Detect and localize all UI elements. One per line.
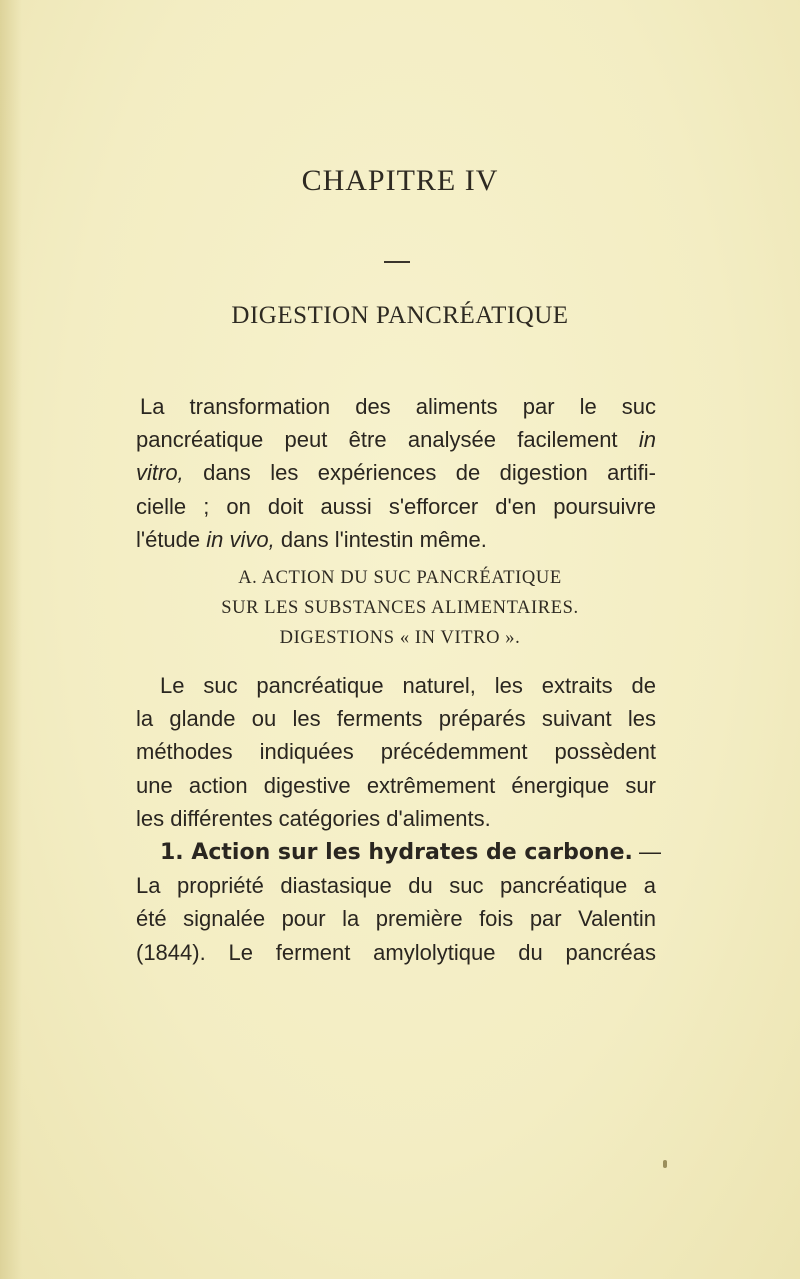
- body-line-7: La propriété diastasique du suc pancréatique a: [136, 873, 656, 899]
- intro-line-1: La transformation des aliments par le suc: [140, 394, 656, 419]
- body-line-4: une action digestive extrêmement énergique sur: [136, 772, 656, 798]
- body-line-2: la glande ou les ferments préparés suivant les: [136, 706, 656, 732]
- intro-paragraph: [136, 390, 656, 556]
- intro-line-3: vitro, dans les expériences de digestion artifi-: [136, 460, 656, 486]
- section-heading-line-2: SUR LES SUBSTANCES ALIMENTAIRES.: [221, 598, 579, 618]
- chapter-title: DIGESTION PANCRÉATIQUE: [231, 302, 569, 329]
- body-line-3: méthodes indiquées précédemment possèdent: [136, 739, 656, 765]
- section-heading-line-3: DIGESTIONS « IN VITRO ».: [279, 628, 521, 648]
- separator-dash: [384, 261, 410, 263]
- body-paragraph: [136, 669, 661, 969]
- body-line-5: les différentes catégories d'aliments.: [136, 805, 491, 831]
- paper-speck: [663, 1160, 667, 1168]
- body-line-9: (1844). Le ferment amylolytique du pancréas: [136, 939, 656, 965]
- intro-line-2: pancréatique peut être analysée facilement in: [136, 427, 656, 453]
- body-line-8: été signalée pour la première fois par Valentin: [136, 906, 656, 932]
- body-line-1: Le suc pancréatique naturel, les extraits de: [160, 673, 656, 698]
- chapter-heading: CHAPITRE IV: [301, 164, 499, 197]
- section-heading-line-1: A. ACTION DU SUC PANCRÉATIQUE: [238, 568, 562, 588]
- body-line-6: 1. Action sur les hydrates de carbone. —: [136, 835, 656, 869]
- intro-line-4: cielle ; on doit aussi s'efforcer d'en poursuivre: [136, 493, 656, 519]
- subsection-heading: 1. Action sur les hydrates de carbone.: [160, 840, 633, 866]
- intro-line-5: l'étude in vivo, dans l'intestin même.: [136, 526, 487, 552]
- section-heading: [0, 563, 800, 653]
